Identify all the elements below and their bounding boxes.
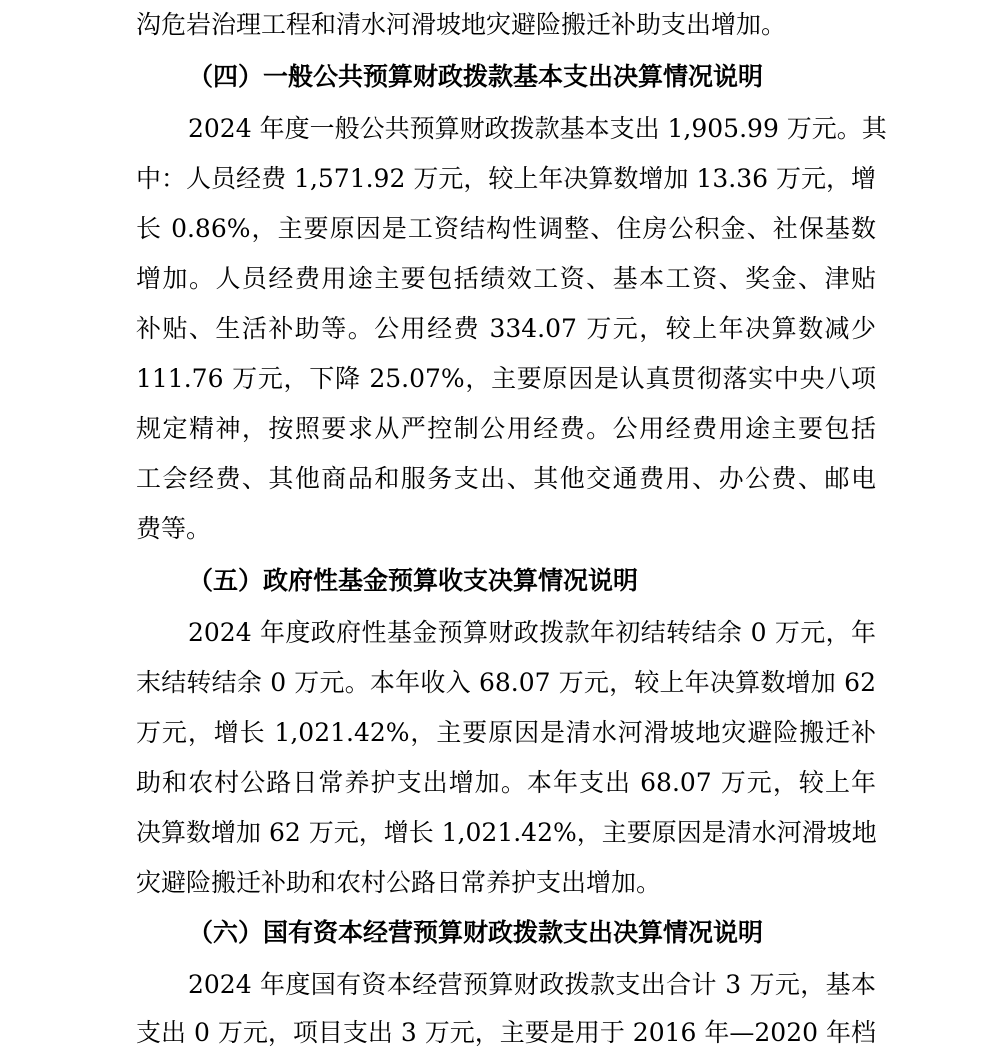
paragraph-line: 2024 年度国有资本经营预算财政拨款支出合计 3 万元，基本	[188, 970, 876, 999]
paragraph-line: 沟危岩治理工程和清水河滑坡地灾避险搬迁补助支出增加。	[136, 10, 787, 39]
paragraph-line: 规定精神，按照要求从严控制公用经费。公用经费用途主要包括	[136, 414, 876, 443]
paragraph-line: 工会经费、其他商品和服务支出、其他交通费用、办公费、邮电	[136, 464, 876, 493]
paragraph-line: 末结转结余 0 万元。本年收入 68.07 万元，较上年决算数增加 62	[136, 668, 876, 697]
paragraph-line: 长 0.86%，主要原因是工资结构性调整、住房公积金、社保基数	[136, 214, 876, 243]
section-heading-6: （六）国有资本经营预算财政拨款支出决算情况说明	[188, 918, 764, 947]
paragraph-line: 支出 0 万元，项目支出 3 万元，主要是用于 2016 年—2020 年档	[136, 1018, 876, 1047]
paragraph-line: 灾避险搬迁补助和农村公路日常养护支出增加。	[136, 868, 662, 897]
paragraph-line: 助和农村公路日常养护支出增加。本年支出 68.07 万元，较上年	[136, 768, 876, 797]
paragraph-line: 万元，增长 1,021.42%，主要原因是清水河滑坡地灾避险搬迁补	[136, 718, 876, 747]
section-heading-4: （四）一般公共预算财政拨款基本支出决算情况说明	[188, 62, 764, 91]
paragraph-line: 决算数增加 62 万元，增长 1,021.42%，主要原因是清水河滑坡地	[136, 818, 877, 847]
paragraph-line: 111.76 万元，下降 25.07%，主要原因是认真贯彻落实中央八项	[136, 364, 876, 393]
paragraph-line: 补贴、生活补助等。公用经费 334.07 万元，较上年决算数减少	[136, 314, 876, 343]
paragraph-line: 中：人员经费 1,571.92 万元，较上年决算数增加 13.36 万元，增	[136, 164, 876, 193]
paragraph-line: 2024 年度政府性基金预算财政拨款年初结转结余 0 万元，年	[188, 618, 876, 647]
paragraph-line: 费等。	[136, 514, 212, 543]
section-heading-5: （五）政府性基金预算收支决算情况说明	[188, 566, 639, 595]
paragraph-line: 2024 年度一般公共预算财政拨款基本支出 1,905.99 万元。其	[188, 114, 887, 143]
paragraph-line: 增加。人员经费用途主要包括绩效工资、基本工资、奖金、津贴	[136, 264, 876, 293]
